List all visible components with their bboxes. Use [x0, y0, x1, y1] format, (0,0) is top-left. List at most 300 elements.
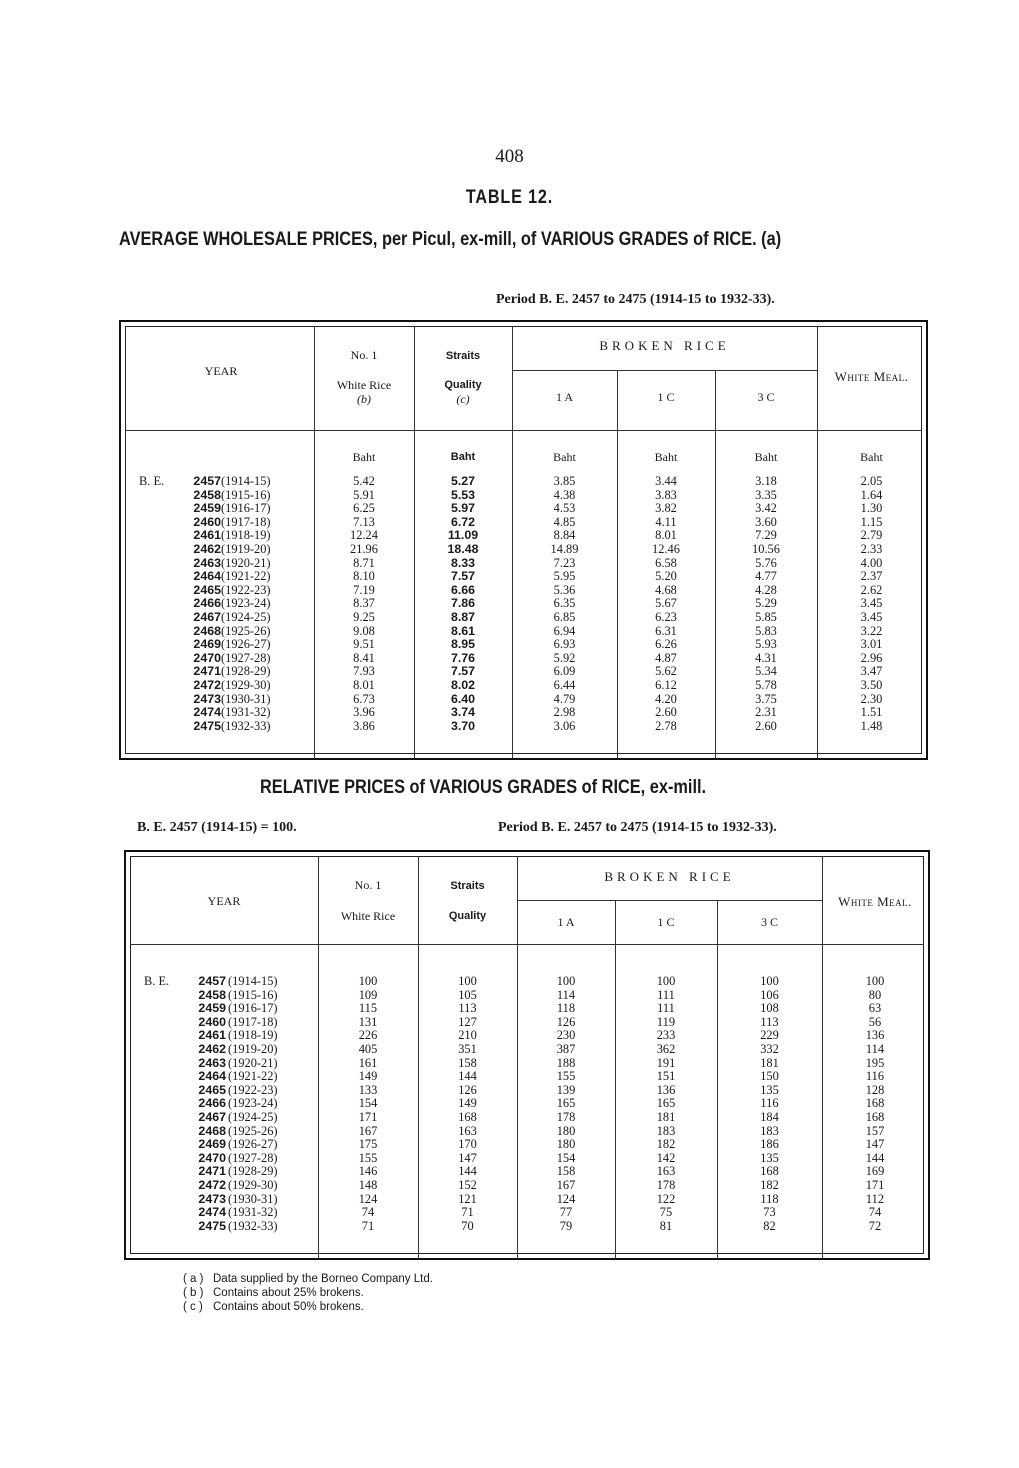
- straits-cell: 8.02: [450, 677, 476, 692]
- white-meal-cell: 171: [865, 1177, 885, 1192]
- year-ad-cell: (1924-25): [228, 1109, 278, 1124]
- white-meal-cell: 2.96: [860, 650, 883, 665]
- year-ad-cell: (1920-21): [228, 1055, 278, 1070]
- year-be-cell: 2474: [193, 705, 221, 720]
- white-meal-cell: 1.15: [860, 514, 883, 529]
- white-meal-cell: 147: [865, 1137, 885, 1152]
- broken-3c-cell: 5.76: [755, 555, 777, 570]
- straits-cell: 7.57: [450, 664, 476, 679]
- period-label-2: Period B. E. 2457 to 2475 (1914-15 to 1932-33).: [498, 820, 777, 835]
- broken-1c-cell: 362: [656, 1041, 676, 1056]
- quality-header: Quality: [448, 910, 487, 922]
- broken-1c-cell: 122: [656, 1191, 676, 1206]
- broken-1a-cell: 4.53: [553, 501, 576, 516]
- no1-white-cell: 12.24: [350, 528, 378, 543]
- broken-3c-cell: 5.34: [755, 664, 777, 679]
- year-ad-column: [221, 475, 271, 733]
- year-header: YEAR: [204, 364, 238, 378]
- white-meal-cell: 195: [865, 1055, 885, 1070]
- year-ad-cell: (1915-16): [228, 987, 278, 1002]
- straits-column: [414, 475, 512, 733]
- white-rice-header: White Rice: [336, 378, 392, 392]
- year-be-cell: 2461: [198, 1028, 226, 1043]
- no1-white-cell: 8.01: [353, 677, 375, 692]
- white-meal-cell: 116: [865, 1069, 885, 1084]
- year-ad-cell: (1924-25): [221, 609, 271, 624]
- white-meal-header: White Meal.: [838, 894, 912, 909]
- white-meal-cell: 114: [865, 1041, 885, 1056]
- year-ad-cell: (1918-19): [228, 1028, 278, 1043]
- year-be-cell: 2466: [193, 596, 221, 611]
- broken-1a-cell: 180: [556, 1123, 576, 1138]
- year-ad-cell: (1930-31): [228, 1191, 278, 1206]
- year-be-cell: 2466: [198, 1096, 226, 1111]
- white-meal-cell: 144: [865, 1150, 885, 1165]
- broken-1a-cell: 4.79: [553, 691, 576, 706]
- broken-1a-cell: 5.36: [553, 582, 576, 597]
- straits-cell: 3.74: [450, 705, 476, 720]
- broken-1a-cell: 139: [556, 1082, 576, 1097]
- straits-cell: 144: [458, 1069, 477, 1084]
- year-ad-cell: (1925-26): [221, 623, 271, 638]
- broken-1a-cell: 387: [556, 1041, 576, 1056]
- year-ad-cell: (1919-20): [221, 541, 271, 556]
- broken-3c-cell: 108: [760, 1001, 779, 1016]
- no1-white-cell: 146: [358, 1164, 378, 1179]
- white-meal-cell: 128: [865, 1082, 885, 1097]
- broken-3c-cell: 5.83: [755, 623, 777, 638]
- broken-1a-cell: 100: [556, 974, 576, 988]
- straits-cell: 163: [458, 1123, 477, 1138]
- broken-1c-cell: 181: [656, 1109, 676, 1124]
- no1-white-cell: 8.10: [353, 569, 375, 584]
- broken-1a-cell: 5.92: [553, 650, 576, 665]
- white-meal-cell: 3.22: [860, 623, 883, 638]
- broken-1a-cell: 4.85: [553, 514, 576, 529]
- no1-white-cell: 7.93: [353, 664, 375, 679]
- year-be-cell: 2471: [193, 664, 221, 679]
- white-meal-cell: 72: [868, 1218, 882, 1233]
- year-header: YEAR: [207, 894, 241, 908]
- broken-3c-cell: 150: [760, 1069, 779, 1084]
- broken-1c-cell: 5.62: [655, 664, 677, 679]
- straits-column: [418, 975, 517, 1233]
- straits-cell: 8.87: [450, 609, 476, 624]
- no1-white-column: [318, 975, 418, 1233]
- year-ad-cell: (1923-24): [221, 596, 271, 611]
- broken-1a-cell: 6.09: [553, 664, 576, 679]
- relative-prices-table: [124, 850, 930, 1260]
- straits-cell: 8.95: [450, 637, 476, 652]
- broken-1c-cell: 178: [656, 1177, 676, 1192]
- no1-white-cell: 171: [358, 1109, 378, 1124]
- broken-rice-header: BROKEN RICE: [604, 869, 735, 884]
- be-prefix: B. E.: [144, 974, 170, 988]
- white-meal-cell: 157: [865, 1123, 885, 1138]
- year-be-cell: 2462: [198, 1041, 226, 1056]
- no1-white-cell: 8.41: [353, 650, 375, 665]
- note-b-marker: (b): [357, 392, 371, 406]
- broken-1a-cell: 114: [556, 987, 576, 1002]
- broken-3c-cell: 5.93: [755, 637, 777, 652]
- white-meal-cell: 136: [865, 1028, 885, 1043]
- no1-white-cell: 133: [358, 1082, 378, 1097]
- unit-label: Baht: [654, 450, 678, 464]
- year-be-cell: 2462: [193, 541, 221, 556]
- straits-cell: 168: [458, 1109, 477, 1124]
- broken-1c-cell: 111: [657, 1001, 675, 1016]
- grade-1a-header: 1 A: [557, 915, 575, 929]
- white-meal-cell: 168: [865, 1096, 885, 1111]
- footnote-c: ( c ) Contains about 50% brokens.: [183, 1301, 364, 1313]
- broken-1c-cell: 4.87: [655, 650, 677, 665]
- broken-1a-cell: 155: [556, 1069, 576, 1084]
- no1-header: No. 1: [354, 878, 382, 892]
- white-meal-cell: 1.64: [860, 487, 883, 502]
- broken-1c-cell: 6.12: [655, 677, 677, 692]
- broken-3c-cell: 229: [760, 1028, 779, 1043]
- year-ad-cell: (1928-29): [228, 1164, 278, 1179]
- straits-cell: 7.57: [450, 569, 476, 584]
- grade-1c-header: 1 C: [657, 915, 675, 929]
- year-be-cell: 2472: [198, 1177, 226, 1192]
- grade-1c-header: 1 C: [657, 390, 675, 404]
- broken-1a-cell: 6.85: [553, 609, 576, 624]
- broken-3c-cell: 3.35: [755, 487, 777, 502]
- straits-cell: 70: [461, 1218, 474, 1233]
- straits-cell: 6.40: [450, 691, 476, 706]
- broken-1a-cell: 178: [556, 1109, 576, 1124]
- year-ad-column: [228, 975, 278, 1233]
- broken-3c-cell: 116: [760, 1096, 779, 1111]
- straits-cell: 3.70: [450, 718, 476, 733]
- year-ad-cell: (1920-21): [221, 555, 271, 570]
- no1-white-column: [314, 475, 414, 733]
- broken-1a-cell: 118: [556, 1001, 576, 1016]
- no1-white-cell: 3.96: [353, 705, 375, 720]
- white-meal-cell: 3.01: [860, 637, 883, 652]
- year-be-cell: 2459: [193, 501, 221, 516]
- broken-1a-cell: 3.06: [553, 718, 576, 733]
- no1-white-cell: 148: [358, 1177, 378, 1192]
- year-be-cell: 2461: [193, 528, 221, 543]
- broken-1a-cell: 124: [556, 1191, 576, 1206]
- broken-1c-cell: 6.31: [655, 623, 677, 638]
- year-be-cell: 2460: [198, 1014, 226, 1029]
- year-be-cell: 2457: [198, 974, 226, 988]
- broken-1c-cell: 183: [656, 1123, 676, 1138]
- white-meal-cell: 2.05: [860, 474, 883, 488]
- broken-3c-cell: 4.28: [755, 582, 777, 597]
- broken-1a-cell: 5.95: [553, 569, 576, 584]
- broken-1c-cell: 5.67: [655, 596, 677, 611]
- straits-cell: 5.27: [450, 474, 476, 488]
- straits-cell: 5.97: [450, 501, 476, 516]
- year-be-cell: 2463: [193, 555, 221, 570]
- straits-cell: 149: [458, 1096, 477, 1111]
- no1-white-cell: 167: [358, 1123, 378, 1138]
- broken-1a-cell: 2.98: [553, 705, 576, 720]
- year-ad-cell: (1914-15): [228, 974, 278, 988]
- year-ad-cell: (1923-24): [228, 1096, 278, 1111]
- footnote-a: ( a ) Data supplied by the Borneo Company Ltd.: [183, 1273, 433, 1285]
- table-title: AVERAGE WHOLESALE PRICES, per Picul, ex-mill, of VARIOUS GRADES of RICE. (a): [119, 229, 782, 250]
- year-ad-cell: (1925-26): [228, 1123, 278, 1138]
- year-be-cell: 2467: [198, 1109, 226, 1124]
- broken-1a-cell: 14.89: [550, 541, 579, 556]
- broken-1a-column: [512, 475, 617, 733]
- white-meal-cell: 4.00: [860, 555, 883, 570]
- broken-3c-cell: 186: [760, 1137, 779, 1152]
- no1-white-cell: 149: [358, 1069, 378, 1084]
- broken-3c-cell: 181: [760, 1055, 779, 1070]
- broken-1a-cell: 79: [559, 1218, 573, 1233]
- table-number: TABLE 12.: [465, 187, 554, 208]
- broken-1a-cell: 126: [556, 1014, 576, 1029]
- year-be-cell: 2464: [198, 1069, 226, 1084]
- broken-1a-cell: 6.94: [553, 623, 576, 638]
- white-meal-cell: 100: [865, 974, 885, 988]
- unit-label: Baht: [450, 451, 476, 463]
- grade-1a-header: 1 A: [555, 390, 573, 404]
- broken-1c-cell: 191: [656, 1055, 676, 1070]
- year-ad-cell: (1932-33): [221, 718, 271, 733]
- broken-1a-cell: 230: [556, 1028, 576, 1043]
- year-be-cell: 2471: [198, 1164, 226, 1179]
- straits-cell: 144: [458, 1164, 477, 1179]
- white-meal-cell: 112: [865, 1191, 885, 1206]
- broken-3c-cell: 183: [760, 1123, 779, 1138]
- unit-label: Baht: [553, 450, 576, 464]
- straits-cell: 147: [458, 1150, 477, 1165]
- broken-1a-cell: 6.35: [553, 596, 576, 611]
- broken-3c-cell: 4.77: [755, 569, 777, 584]
- year-ad-cell: (1926-27): [228, 1137, 278, 1152]
- year-be-column: [180, 975, 226, 1233]
- broken-3c-cell: 2.60: [755, 718, 777, 733]
- year-ad-cell: (1931-32): [221, 705, 271, 720]
- white-meal-cell: 2.37: [860, 569, 883, 584]
- year-be-cell: 2475: [198, 1218, 226, 1233]
- broken-3c-cell: 73: [763, 1205, 776, 1220]
- year-ad-cell: (1916-17): [221, 501, 271, 516]
- broken-3c-cell: 7.29: [755, 528, 777, 543]
- relative-prices-title: RELATIVE PRICES of VARIOUS GRADES of RICE, ex-mill.: [260, 777, 707, 798]
- broken-3c-cell: 118: [760, 1191, 779, 1206]
- broken-1c-column: [617, 475, 715, 733]
- straits-cell: 6.66: [450, 582, 476, 597]
- straits-cell: 5.53: [450, 487, 476, 502]
- broken-3c-column: [717, 975, 822, 1233]
- year-be-cell: 2474: [198, 1205, 226, 1220]
- note-c-marker: (c): [456, 392, 470, 406]
- straits-cell: 8.33: [450, 555, 476, 570]
- broken-1c-cell: 6.26: [655, 637, 677, 652]
- white-meal-cell: 1.30: [860, 501, 883, 516]
- year-ad-cell: (1922-23): [221, 582, 271, 597]
- white-meal-cell: 168: [865, 1109, 885, 1124]
- broken-3c-cell: 113: [760, 1014, 779, 1029]
- year-be-cell: 2470: [198, 1150, 226, 1165]
- straits-cell: 152: [458, 1177, 477, 1192]
- white-meal-cell: 3.50: [860, 677, 883, 692]
- unit-label: Baht: [352, 450, 376, 464]
- grade-3c-header: 3 C: [757, 390, 775, 404]
- year-be-cell: 2459: [198, 1001, 226, 1016]
- broken-1c-cell: 6.23: [655, 609, 677, 624]
- year-be-cell: 2465: [193, 582, 221, 597]
- no1-white-cell: 131: [358, 1014, 378, 1029]
- grade-3c-header: 3 C: [760, 915, 778, 929]
- broken-1a-cell: 7.23: [553, 555, 576, 570]
- no1-white-cell: 405: [358, 1041, 378, 1056]
- no1-white-cell: 74: [361, 1205, 375, 1220]
- broken-1a-cell: 158: [556, 1164, 576, 1179]
- straits-cell: 71: [461, 1205, 474, 1220]
- broken-1a-cell: 8.84: [553, 528, 576, 543]
- unit-label: Baht: [754, 450, 778, 464]
- no1-white-cell: 100: [358, 974, 378, 988]
- broken-1c-column: [615, 975, 717, 1233]
- year-ad-cell: (1917-18): [221, 514, 271, 529]
- wholesale-prices-table: [119, 320, 928, 760]
- broken-3c-cell: 3.75: [755, 691, 777, 706]
- white-rice-header: White Rice: [340, 909, 396, 923]
- straits-cell: 170: [458, 1137, 477, 1152]
- year-ad-cell: (1928-29): [221, 664, 271, 679]
- broken-3c-cell: 3.18: [755, 474, 777, 488]
- no1-white-cell: 109: [358, 987, 378, 1002]
- white-meal-cell: 1.51: [860, 705, 883, 720]
- no1-white-cell: 3.86: [353, 718, 375, 733]
- broken-1c-cell: 3.44: [655, 474, 677, 488]
- straits-cell: 100: [458, 974, 477, 988]
- straits-cell: 351: [458, 1041, 477, 1056]
- broken-1a-cell: 77: [559, 1205, 573, 1220]
- broken-1a-cell: 188: [556, 1055, 576, 1070]
- broken-1c-cell: 12.46: [652, 541, 680, 556]
- no1-white-cell: 115: [358, 1001, 378, 1016]
- broken-1c-cell: 3.83: [655, 487, 677, 502]
- broken-3c-cell: 332: [760, 1041, 779, 1056]
- broken-1c-cell: 142: [656, 1150, 676, 1165]
- no1-white-cell: 8.71: [353, 555, 375, 570]
- no1-white-cell: 9.25: [353, 609, 375, 624]
- broken-1c-cell: 136: [656, 1082, 676, 1097]
- year-be-cell: 2473: [193, 691, 221, 706]
- year-be-cell: 2457: [193, 474, 221, 488]
- broken-1c-cell: 151: [656, 1069, 676, 1084]
- period-label: Period B. E. 2457 to 2475 (1914-15 to 1932-33).: [496, 292, 775, 307]
- no1-white-cell: 8.37: [353, 596, 375, 611]
- footnote-b: ( b ) Contains about 25% brokens.: [183, 1287, 364, 1299]
- year-ad-cell: (1932-33): [228, 1218, 278, 1233]
- year-ad-cell: (1917-18): [228, 1014, 278, 1029]
- straits-cell: 7.76: [450, 650, 476, 665]
- broken-1c-cell: 163: [656, 1164, 676, 1179]
- no1-white-cell: 71: [361, 1218, 375, 1233]
- no1-white-cell: 5.42: [353, 474, 375, 488]
- year-ad-cell: (1921-22): [221, 569, 271, 584]
- no1-white-cell: 154: [358, 1096, 378, 1111]
- no1-white-cell: 9.08: [353, 623, 375, 638]
- broken-rice-header: BROKEN RICE: [599, 338, 730, 353]
- broken-1a-cell: 167: [556, 1177, 576, 1192]
- white-meal-header: White Meal.: [834, 369, 909, 384]
- broken-1a-cell: 165: [556, 1096, 576, 1111]
- year-be-cell: 2473: [198, 1191, 226, 1206]
- broken-1c-cell: 233: [656, 1028, 676, 1043]
- no1-white-cell: 5.91: [353, 487, 375, 502]
- broken-3c-cell: 106: [760, 987, 779, 1002]
- broken-1c-cell: 81: [659, 1218, 673, 1233]
- white-meal-cell: 3.45: [860, 609, 883, 624]
- unit-label: Baht: [860, 450, 883, 464]
- straits-cell: 127: [458, 1014, 477, 1029]
- white-meal-cell: 3.47: [860, 664, 883, 679]
- year-ad-cell: (1921-22): [228, 1069, 278, 1084]
- year-ad-cell: (1927-28): [228, 1150, 278, 1165]
- broken-3c-column: [715, 475, 817, 733]
- white-meal-column: [817, 475, 926, 733]
- white-meal-cell: 2.30: [860, 691, 883, 706]
- year-be-cell: 2464: [193, 569, 221, 584]
- broken-1c-cell: 100: [656, 974, 676, 988]
- white-meal-cell: 63: [868, 1001, 882, 1016]
- broken-1a-cell: 4.38: [553, 487, 576, 502]
- broken-1c-cell: 4.20: [655, 691, 677, 706]
- broken-3c-cell: 184: [760, 1109, 779, 1124]
- year-be-cell: 2463: [198, 1055, 226, 1070]
- year-be-cell: 2468: [193, 623, 221, 638]
- year-be-cell: 2460: [193, 514, 221, 529]
- broken-1c-cell: 182: [656, 1137, 676, 1152]
- no1-white-cell: 124: [358, 1191, 378, 1206]
- broken-1a-cell: 154: [556, 1150, 576, 1165]
- broken-1c-cell: 75: [659, 1205, 673, 1220]
- straits-cell: 126: [458, 1082, 477, 1097]
- year-be-cell: 2467: [193, 609, 221, 624]
- white-meal-cell: 3.45: [860, 596, 883, 611]
- white-meal-cell: 2.62: [860, 582, 883, 597]
- broken-3c-cell: 4.31: [755, 650, 777, 665]
- broken-1c-cell: 165: [656, 1096, 676, 1111]
- straits-cell: 11.09: [447, 528, 479, 543]
- straits-cell: 105: [458, 987, 477, 1002]
- broken-3c-cell: 5.78: [755, 677, 777, 692]
- no1-header: No. 1: [350, 348, 378, 362]
- year-ad-cell: (1915-16): [221, 487, 271, 502]
- year-ad-cell: (1919-20): [228, 1041, 278, 1056]
- broken-1c-cell: 2.78: [655, 718, 677, 733]
- broken-3c-cell: 5.85: [755, 609, 777, 624]
- be-prefix: B. E.: [139, 474, 165, 488]
- year-ad-cell: (1918-19): [221, 528, 271, 543]
- white-meal-cell: 2.79: [860, 528, 883, 543]
- year-ad-cell: (1926-27): [221, 637, 271, 652]
- year-ad-cell: (1929-30): [221, 677, 271, 692]
- broken-3c-cell: 10.56: [752, 541, 780, 556]
- broken-1a-cell: 180: [556, 1137, 576, 1152]
- year-ad-cell: (1931-32): [228, 1205, 278, 1220]
- broken-1a-cell: 6.44: [553, 677, 576, 692]
- broken-1c-cell: 4.68: [655, 582, 677, 597]
- straits-cell: 158: [458, 1055, 477, 1070]
- year-be-column: [175, 475, 221, 733]
- broken-3c-cell: 135: [760, 1150, 779, 1165]
- broken-1c-cell: 8.01: [655, 528, 677, 543]
- no1-white-cell: 7.19: [353, 582, 375, 597]
